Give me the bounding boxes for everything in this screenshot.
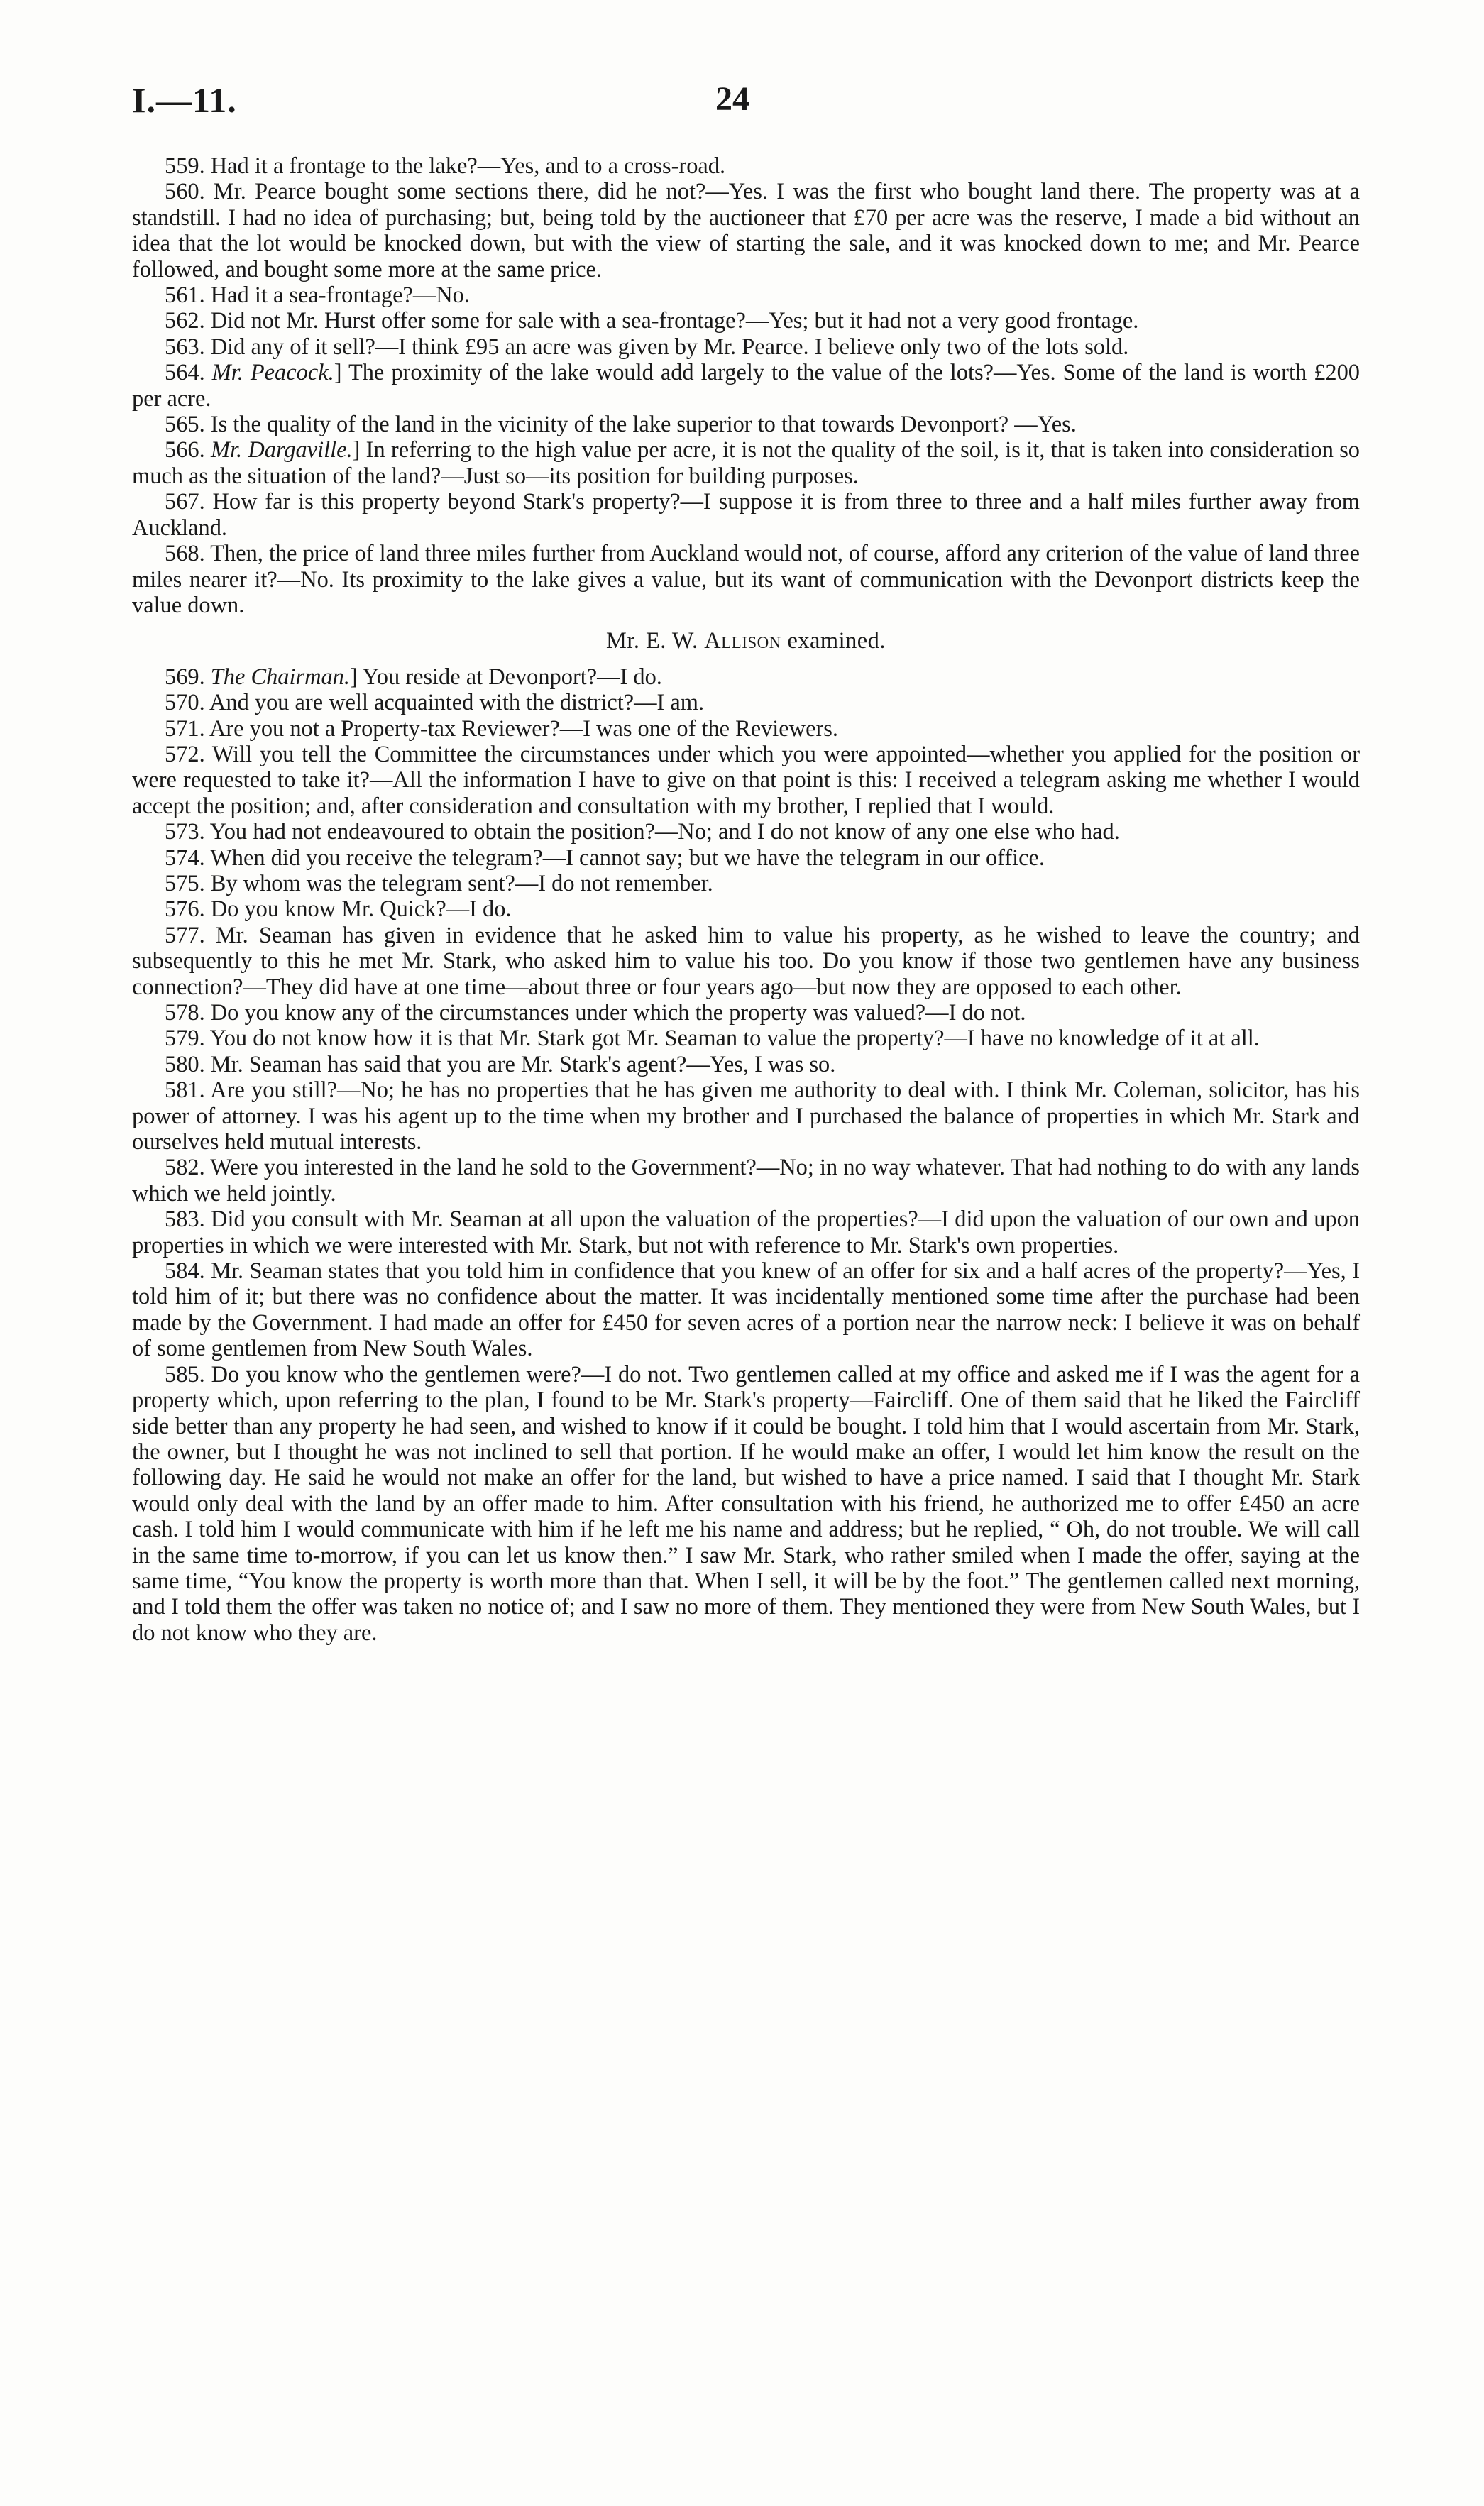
evidence-body (132, 153, 1360, 1646)
question-paragraph (132, 664, 1360, 690)
question-paragraph: 581. Are you still?—No; he has no properties that he has given me authority to deal with. I think Mr. Coleman, solicitor, has his power of attorney. I was his agent up to the time when my brother and I purchased the balance of properties in which Mr. Stark and ourselves held mutual interests. (132, 1077, 1360, 1155)
question-number: 564. (165, 360, 205, 386)
question-text: ] In referring to the high value per acre, it is not the quality of the soil, is it, that is taken into consideration so much as the situation of the land?—Just so—its position for building purposes. (132, 437, 1360, 489)
question-paragraph: 571. Are you not a Property-tax Reviewer?—I was one of the Reviewers. (165, 715, 838, 742)
question-paragraph: 575. By whom was the telegram sent?—I do not remember. (165, 870, 713, 896)
question-paragraph: 562. Did not Mr. Hurst offer some for sale with a sea-frontage?—Yes; but it had not a very good frontage. (165, 308, 1139, 334)
question-paragraph: 560. Mr. Pearce bought some sections there, did he not?—Yes. I was the first who bought land there. The property was at a standstill. I had no idea of purchasing; but, being told by the auctioneer that £70 per acre was the reserve, I made a bid without an idea that the lot would be knocked down, but with the view of starting the sale, and it was knocked down to me; and Mr. Pearce followed, and bought some more at the same price. (132, 179, 1360, 282)
speaker-name: Mr. Peacock. (211, 360, 334, 386)
question-paragraph: 585. Do you know who the gentlemen were?—I do not. Two gentlemen called at my office and asked me if I was the agent for a property which, upon referring to the plan, I found to be Mr. Stark's property—Faircliff. One of them said that he liked the Faircliff side better than any property he had seen, and wished to know if it could be bought. I told him that I would ascertain from Mr. Stark, the owner, but I thought he was not inclined to sell that portion. If he would make an offer, I would let him know the result on the following day. He said he would not make an offer for the land, but wished to have a price named. I said that I thought Mr. Stark would only deal with the land by an offer made to him. After consultation with his friend, he authorized me to offer £450 an acre cash. I told him I would communicate with him if he left me his name and address; but he replied, “ Oh, do not trouble. We will call in the same time to-morrow, if you can let us know then.” I saw Mr. Stark, who rather smiled when I made the offer, saying at the same time, “You know the property is worth more than that. When I sell, it will be by the foot.” The gentlemen called next morning, and I told them the offer was taken no notice of; and I saw no more of them. They mentioned they were from New South Wales, but I do not know who they are. (132, 1361, 1360, 1646)
question-paragraph: 565. Is the quality of the land in the vicinity of the lake superior to that towards Devonport? —Yes. (165, 412, 1077, 438)
question-paragraph: 573. You had not endeavoured to obtain the position?—No; and I do not know of any one else who had. (165, 819, 1120, 845)
question-paragraph: 572. Will you tell the Committee the circumstances under which you were appointed—whether you applied for the position or were requested to take it?—All the information I have to give on that point is this: I received a telegram asking me whether I would accept the position; and, after consideration and consultation with my brother, I replied that I would. (132, 741, 1360, 819)
question-paragraph: 582. Were you interested in the land he sold to the Government?—No; in no way whatever. That had nothing to do with any lands which we held jointly. (132, 1155, 1360, 1207)
speaker-name: The Chairman. (210, 664, 350, 690)
question-paragraph: 583. Did you consult with Mr. Seaman at all upon the valuation of the properties?—I did upon the valuation of our own and upon properties in which we were interested with Mr. Stark, but not with reference to Mr. Stark's own properties. (132, 1207, 1360, 1258)
question-number: 569. (165, 664, 205, 690)
page-header (132, 79, 1360, 129)
page-number: 24 (715, 80, 749, 118)
question-paragraph: 574. When did you receive the telegram?—I cannot say; but we have the telegram in our office. (165, 845, 1045, 871)
witness-name: Allison (704, 628, 781, 654)
question-paragraph (132, 437, 1360, 489)
question-paragraph: 570. And you are well acquainted with the district?—I am. (165, 690, 705, 716)
question-paragraph: 576. Do you know Mr. Quick?—I do. (165, 896, 512, 923)
witness-heading-prefix: Mr. E. W. (606, 628, 705, 654)
question-paragraph (132, 360, 1360, 412)
question-paragraph: 568. Then, the price of land three miles further from Auckland would not, of course, afford any criterion of the value of land three miles nearer it?—No. Its proximity to the lake gives a value, but its want of communication with the Devonport districts keep the value down. (132, 541, 1360, 618)
question-paragraph: 559. Had it a frontage to the lake?—Yes, and to a cross-road. (165, 153, 726, 179)
question-paragraph: 561. Had it a sea-frontage?—No. (165, 282, 470, 309)
speaker-name: Mr. Dargaville. (210, 437, 353, 463)
question-paragraph: 584. Mr. Seaman states that you told him in confidence that you knew of an offer for six and a half acres of the property?—Yes, I told him of it; but there was no confidence about the matter. It was incidentally mentioned some time after the purchase had been made by the Government. I had made an offer for £450 for seven acres of a portion near the narrow neck: I believe it was on behalf of some gentlemen from New South Wales. (132, 1258, 1360, 1362)
question-number: 566. (165, 437, 205, 463)
question-text: ] You reside at Devonport?—I do. (349, 664, 662, 690)
question-paragraph: 579. You do not know how it is that Mr. Stark got Mr. Seaman to value the property?—I have no knowledge of it at all. (165, 1026, 1260, 1052)
question-paragraph: 580. Mr. Seaman has said that you are Mr. Stark's agent?—Yes, I was so. (165, 1051, 836, 1077)
question-paragraph: 577. Mr. Seaman has given in evidence that he asked him to value his property, as he wished to leave the country; and subsequently to this he met Mr. Stark, who asked him to value his too. Do you know if those two gentlemen have any business connection?—They did have at one time—about three or four years ago—but now they are opposed to each other. (132, 922, 1360, 1000)
question-paragraph: 578. Do you know any of the circumstances under which the property was valued?—I do not. (165, 1000, 1026, 1026)
question-text: ] The proximity of the lake would add largely to the value of the lots?—Yes. Some of the land is worth £200 per acre. (132, 360, 1360, 412)
witness-heading-suffix: examined. (781, 628, 886, 654)
question-paragraph: 563. Did any of it sell?—I think £95 an acre was given by Mr. Pearce. I believe only two of the lots sold. (165, 334, 1129, 360)
document-reference: I.—11. (132, 80, 237, 120)
question-paragraph: 567. How far is this property beyond Stark's property?—I suppose it is from three to three and a half miles further away from Auckland. (132, 489, 1360, 541)
witness-heading (132, 628, 1360, 654)
